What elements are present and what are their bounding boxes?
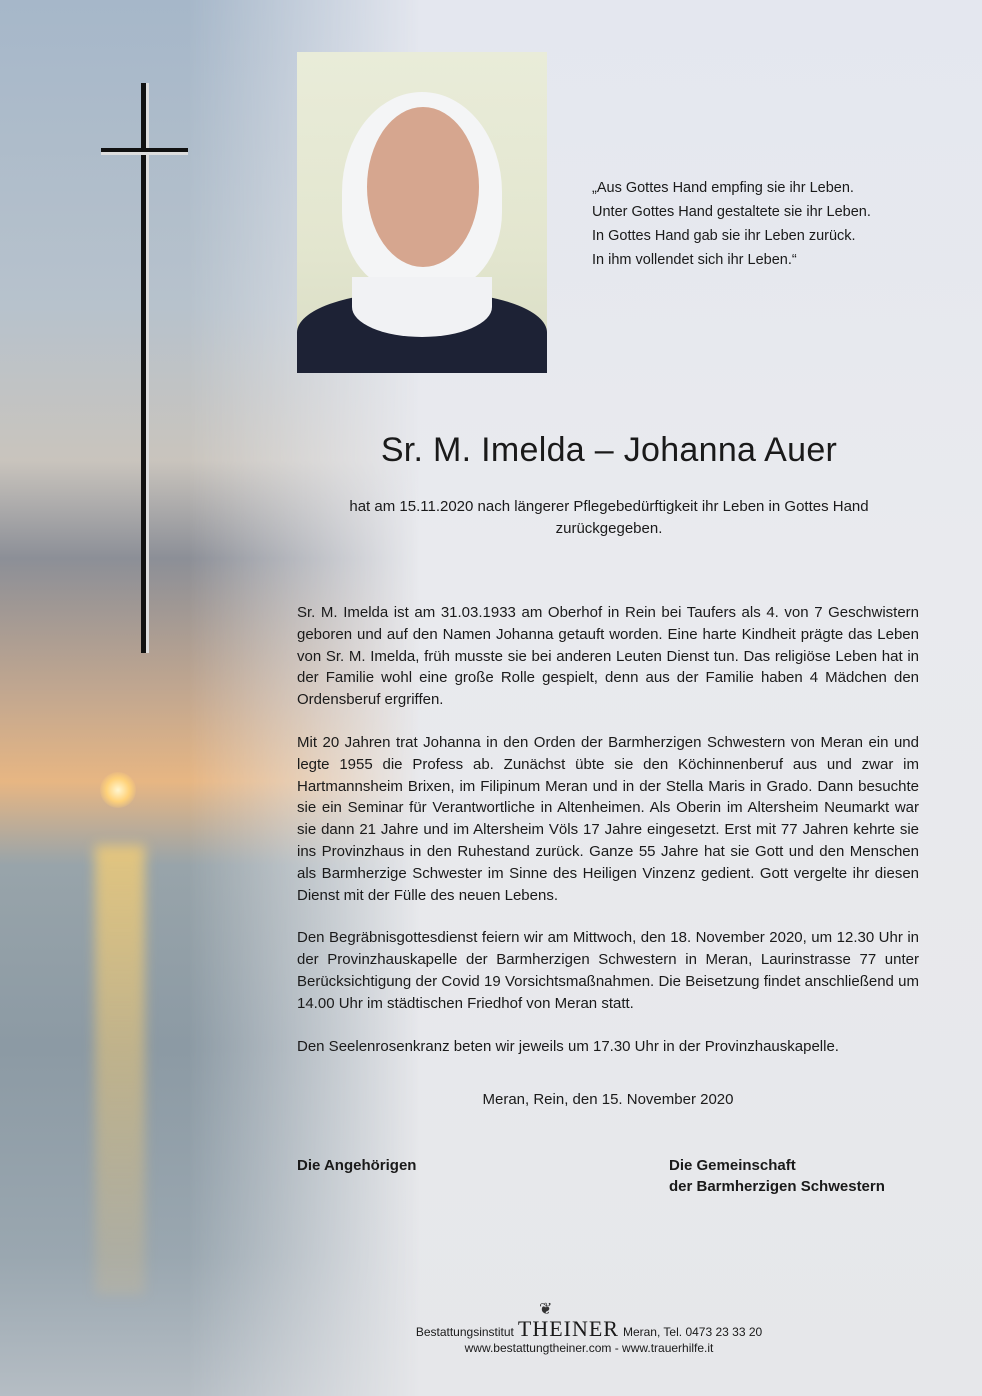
quote-line: In Gottes Hand gab sie ihr Leben zurück. [592, 228, 856, 244]
signature-community [669, 1155, 919, 1197]
quote-line: „Aus Gottes Hand empfing sie ihr Leben. [592, 180, 854, 196]
body-text [297, 602, 919, 1197]
signature-family: Die Angehörigen [297, 1157, 417, 1175]
signature-line: der Barmherzigen Schwestern [669, 1178, 885, 1196]
quote-line: In ihm vollendet sich ihr Leben.“ [592, 252, 797, 268]
deceased-name: Sr. M. Imelda – Johanna Auer [380, 431, 838, 469]
tree-logo-icon: ❦ [539, 1301, 553, 1318]
portrait-photo [297, 52, 547, 373]
brand-logo: THEINER [517, 1316, 619, 1341]
footer-websites: www.bestattungtheiner.com - www.trauerhilfe.it [464, 1341, 714, 1355]
rosary-paragraph: Den Seelenrosenkranz beten wir jeweils um 17.30 Uhr in der Provinzhauskapelle. [297, 1037, 839, 1055]
quote [592, 176, 952, 272]
funeral-paragraph: Den Begräbnisgottesdienst feiern wir am Mittwoch, den 18. November 2020, um 12.30 Uhr in der Provinzhauskapelle der Barmherzigen Schwestern in Meran, Laurinstrasse 77 unter Berücksichtigung der Covid 19 Vorsichtsmaßnahmen. Die Beisetzung findet anschließend um 14.00 Uhr im städtischen Friedhof von Meran statt. [297, 929, 919, 1012]
sun-image [100, 772, 136, 808]
footer [409, 1301, 769, 1356]
quote-line: Unter Gottes Hand gestaltete sie ihr Leben. [592, 204, 871, 220]
signature-line: Die Gemeinschaft [669, 1157, 796, 1175]
biography-paragraph: Mit 20 Jahren trat Johanna in den Orden der Barmherzigen Schwestern von Meran ein und legte 1955 die Profess ab. Zunächst übte sie den Köchinnenberuf aus und zwar im Hartmannsheim Brixen, im Filipinum Meran und in der Stella Maris in Grado. Dann besuchte sie ein Seminar für Verantwortliche in Altenheimen. Als Oberin im Altersheim Neumarkt war sie dann 21 Jahre und im Altersheim Völs 17 Jahre eingesetzt. Erst mit 77 Jahren kehrte sie ins Provinzhaus in den Ruhestand zurück. Ganze 55 Jahre hat sie Gott und den Menschen als Barmherzige Schwester im Sinne des Heiligen Vinzenz gedient. Gott vergelte ihr diesen Dienst mit der Fülle des neuen Lebens. [297, 733, 919, 904]
biography-paragraph: Sr. M. Imelda ist am 31.03.1933 am Oberhof in Rein bei Taufers als 4. von 7 Geschwistern geboren und auf den Namen Johanna getauft worden. Eine harte Kindheit prägte das Leben von Sr. M. Imelda, früh musste sie bei anderen Leuten Dienst tun. Das religiöse Leben hat in der Familie wohl eine große Rolle gespielt, denn aus der Familie haben 4 Mädchen den Ordensberuf ergriffen. [297, 604, 919, 709]
signatures [297, 1155, 919, 1197]
cross-icon [141, 83, 146, 653]
sun-reflection [95, 845, 145, 1295]
cross-bar [101, 148, 188, 152]
subtitle: hat am 15.11.2020 nach längerer Pflegebedürftigkeit ihr Leben in Gottes Hand zurückgegeben. [349, 498, 869, 537]
place-date: Meran, Rein, den 15. November 2020 [482, 1091, 734, 1109]
footer-contact: Meran, Tel. 0473 23 33 20 [622, 1325, 763, 1339]
footer-prefix: Bestattungsinstitut [415, 1325, 514, 1339]
